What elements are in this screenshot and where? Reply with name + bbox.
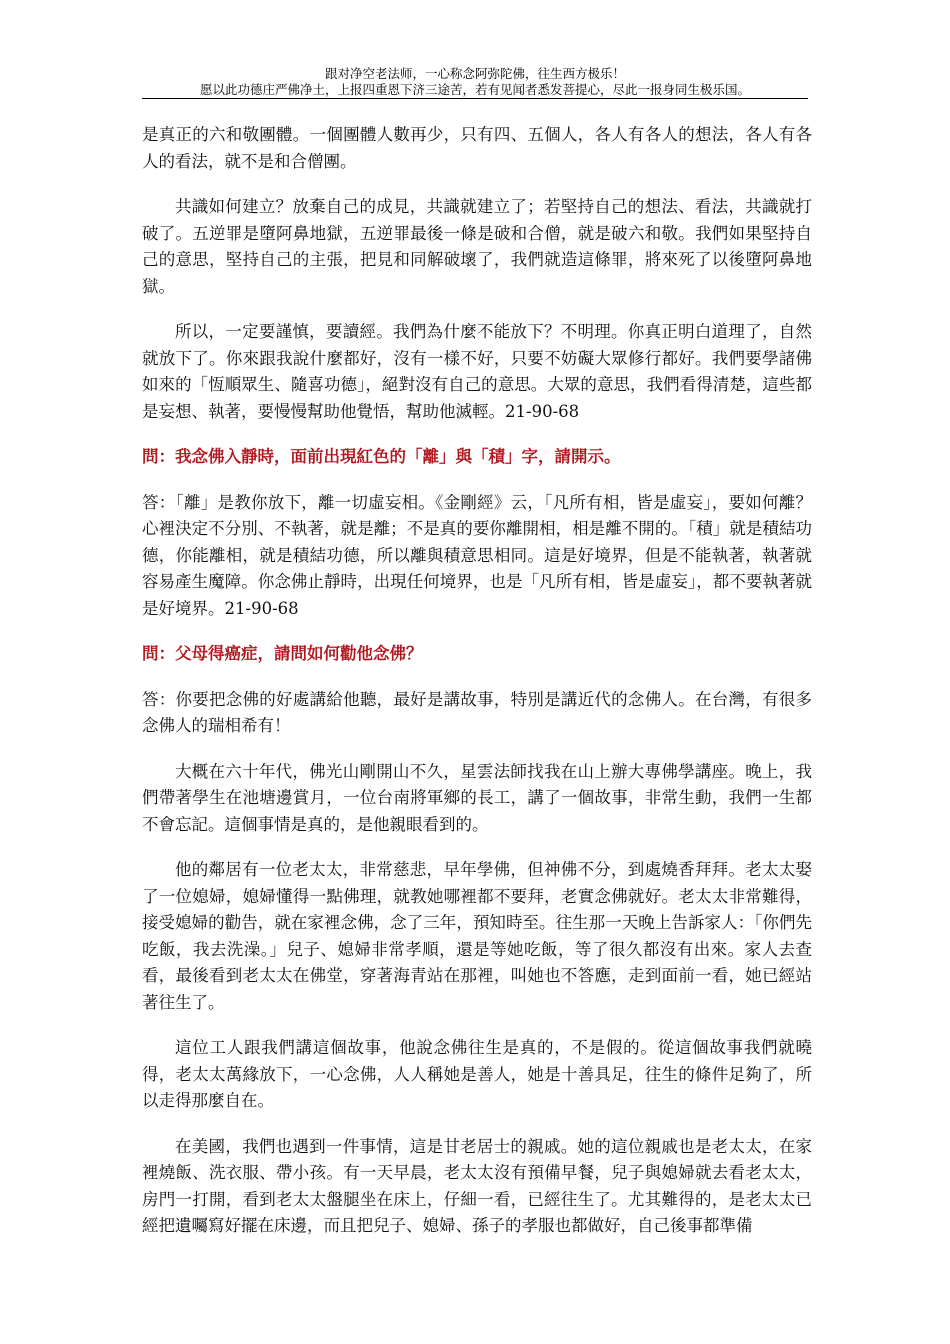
page-header — [130, 66, 820, 98]
answer-paragraph: 答：「離」是教你放下，離一切虛妄相。《金剛經》云，「凡所有相，皆是虛妄」，要如何離？心裡決定不分別、不執著，就是離；不是真的要你離開相，相是離不開的。「積」就是積結功德，你能離相，就是積結功德，所以離與積意思相同。這是好境界，但是不能執著，執著就容易產生魔障。你念佛止靜時，出現任何境界，也是「凡所有相，皆是虛妄」，都不要執著就是好境界。21-90-68 — [142, 492, 812, 618]
answer-paragraph: 答：你要把念佛的好處講給他聽，最好是講故事，特別是講近代的念佛人。在台灣，有很多念佛人的瑞相希有！ — [142, 689, 812, 735]
paragraph: 是真正的六和敬團體。一個團體人數再少，只有四、五個人，各人有各人的想法，各人有各人的看法，就不是和合僧團。 — [142, 125, 812, 171]
paragraph: 這位工人跟我們講這個故事，他說念佛往生是真的，不是假的。從這個故事我們就曉得，老太太萬緣放下，一心念佛，人人稱她是善人，她是十善具足，往生的條件足夠了，所以走得那麼自在。 — [142, 1038, 812, 1110]
paragraph: 大概在六十年代，佛光山剛開山不久，星雲法師找我在山上辦大專佛學講座。晚上，我們帶著學生在池塘邊賞月，一位台南將軍鄉的長工，講了一個故事，非常生動，我們一生都不會忘記。這個事情是真的，是他親眼看到的。 — [142, 761, 812, 834]
document-body — [142, 122, 812, 1240]
question-heading: 問：父母得癌症，請問如何勸他念佛？ — [142, 644, 423, 663]
header-line-2: 愿以此功德庄严佛净土，上报四重恩下济三途苦，若有见闻者悉发菩提心，尽此一报身同生极乐国。 — [199, 82, 750, 97]
paragraph: 共識如何建立？放棄自己的成見，共識就建立了；若堅持自己的想法、看法，共識就打破了。五逆罪是墮阿鼻地獄，五逆罪最後一條是破和合僧，就是破六和敬。我們如果堅持自己的意思，堅持自己的主張，把見和同解破壞了，我們就造這條罪，將來死了以後墮阿鼻地獄。 — [142, 197, 812, 296]
paragraph: 他的鄰居有一位老太太，非常慈悲，早年學佛，但神佛不分，到處燒香拜拜。老太太娶了一位媳婦，媳婦懂得一點佛理，就教她哪裡都不要拜，老實念佛就好。老太太非常難得，接受媳婦的勸告，就在家裡念佛，念了三年，預知時至。往生那一天晚上告訴家人：「你們先吃飯，我去洗澡。」兒子、媳婦非常孝順，還是等她吃飯，等了很久都沒有出來。家人去查看，最後看到老太太在佛堂，穿著海青站在那裡，叫她也不答應，走到面前一看，她已經站著往生了。 — [142, 860, 812, 1012]
header-line-1: 跟对净空老法师，一心称念阿弥陀佛，往生西方极乐！ — [324, 66, 625, 81]
question-heading: 問：我念佛入靜時，面前出現紅色的「離」與「積」字，請開示。 — [142, 447, 621, 466]
header-divider — [142, 98, 808, 99]
paragraph: 所以，一定要謹慎，要讀經。我們為什麼不能放下？不明理。你真正明白道理了，自然就放下了。你來跟我說什麼都好，沒有一樣不好，只要不妨礙大眾修行都好。我們要學諸佛如來的「恆順眾生、隨喜功德」，絕對沒有自己的意思。大眾的意思，我們看得清楚，這些都是妄想、執著，要慢慢幫助他覺悟，幫助他滅輕。21-90-68 — [142, 322, 812, 421]
paragraph: 在美國，我們也遇到一件事情，這是甘老居士的親戚。她的這位親戚也是老太太，在家裡燒飯、洗衣服、帶小孩。有一天早晨，老太太沒有預備早餐，兒子與媳婦就去看老太太，房門一打開，看到老太太盤腿坐在床上，仔細一看，已經往生了。尤其難得的，是老太太已經把遺囑寫好擺在床邊，而且把兒子、媳婦、孫子的孝服也都做好，自己後事都準備 — [142, 1136, 812, 1235]
